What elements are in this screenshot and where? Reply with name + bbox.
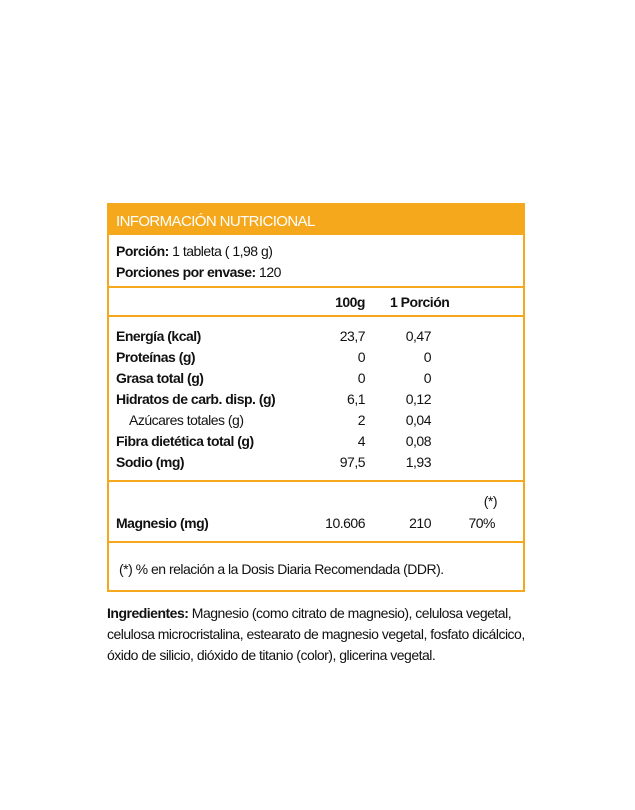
row-label-carbs: Hidratos de carb. disp. (g)	[116, 391, 276, 407]
ingredients-text-1: Magnesio (como citrato de magnesio), celulosa vegetal,	[188, 605, 512, 621]
ingredients-label: Ingredientes:	[107, 605, 189, 621]
ingredients-block	[107, 603, 537, 666]
portion-label: Porción:	[116, 243, 169, 259]
ingredients-line-1	[107, 603, 537, 624]
row-100g-sugars: 2	[357, 412, 365, 428]
row-label-protein: Proteínas (g)	[116, 349, 196, 365]
row-label-sodium: Sodio (mg)	[116, 454, 185, 470]
divider-magnesium	[109, 541, 523, 543]
row-100g-magnesium: 10.606	[325, 515, 365, 531]
servings-value: 120	[255, 264, 281, 280]
divider-nutrients	[109, 480, 523, 482]
row-portion-magnesium: 210	[409, 515, 431, 531]
ddr-footnote: (*) % en relación a la Dosis Diaria Recomendada (DDR).	[119, 561, 444, 577]
row-100g-energy: 23,7	[339, 328, 365, 344]
row-portion-carbs: 0,12	[405, 391, 431, 407]
row-portion-sugars: 0,04	[405, 412, 431, 428]
row-label-magnesium: Magnesio (mg)	[116, 515, 209, 531]
row-label-sugars: Azúcares totales (g)	[129, 412, 244, 428]
row-portion-energy: 0,47	[405, 328, 431, 344]
row-portion-sodium: 1,93	[405, 454, 431, 470]
ddr-marker: (*)	[483, 493, 497, 509]
servings-label: Porciones por envase:	[116, 264, 256, 280]
column-header-portion: 1 Porción	[390, 294, 450, 310]
divider-serving	[109, 286, 523, 288]
row-100g-fat: 0	[357, 370, 365, 386]
row-portion-fiber: 0,08	[405, 433, 431, 449]
nutrition-header-bar	[109, 205, 523, 235]
servings-line	[116, 264, 281, 280]
portion-value: 1 tableta ( 1,98 g)	[168, 243, 273, 259]
row-portion-fat: 0	[423, 370, 431, 386]
column-header-100g: 100g	[335, 294, 365, 310]
row-100g-protein: 0	[357, 349, 365, 365]
row-portion-protein: 0	[423, 349, 431, 365]
row-label-fiber: Fibra dietética total (g)	[116, 433, 254, 449]
nutrition-facts-panel	[107, 203, 525, 592]
row-ddr-magnesium: 70%	[468, 515, 495, 531]
ingredients-line-2: celulosa microcristalina, estearato de magnesio vegetal, fosfato dicálcico,	[107, 626, 525, 642]
ingredients-line-3: óxido de silicio, dióxido de titanio (color), glicerina vegetal.	[107, 647, 436, 663]
portion-line	[116, 243, 272, 259]
row-label-fat: Grasa total (g)	[116, 370, 204, 386]
row-100g-fiber: 4	[357, 433, 365, 449]
nutrition-header-title: INFORMACIÓN NUTRICIONAL	[116, 213, 315, 230]
row-100g-carbs: 6,1	[347, 391, 365, 407]
row-label-energy: Energía (kcal)	[116, 328, 201, 344]
row-100g-sodium: 97,5	[339, 454, 365, 470]
divider-columns	[109, 315, 523, 317]
